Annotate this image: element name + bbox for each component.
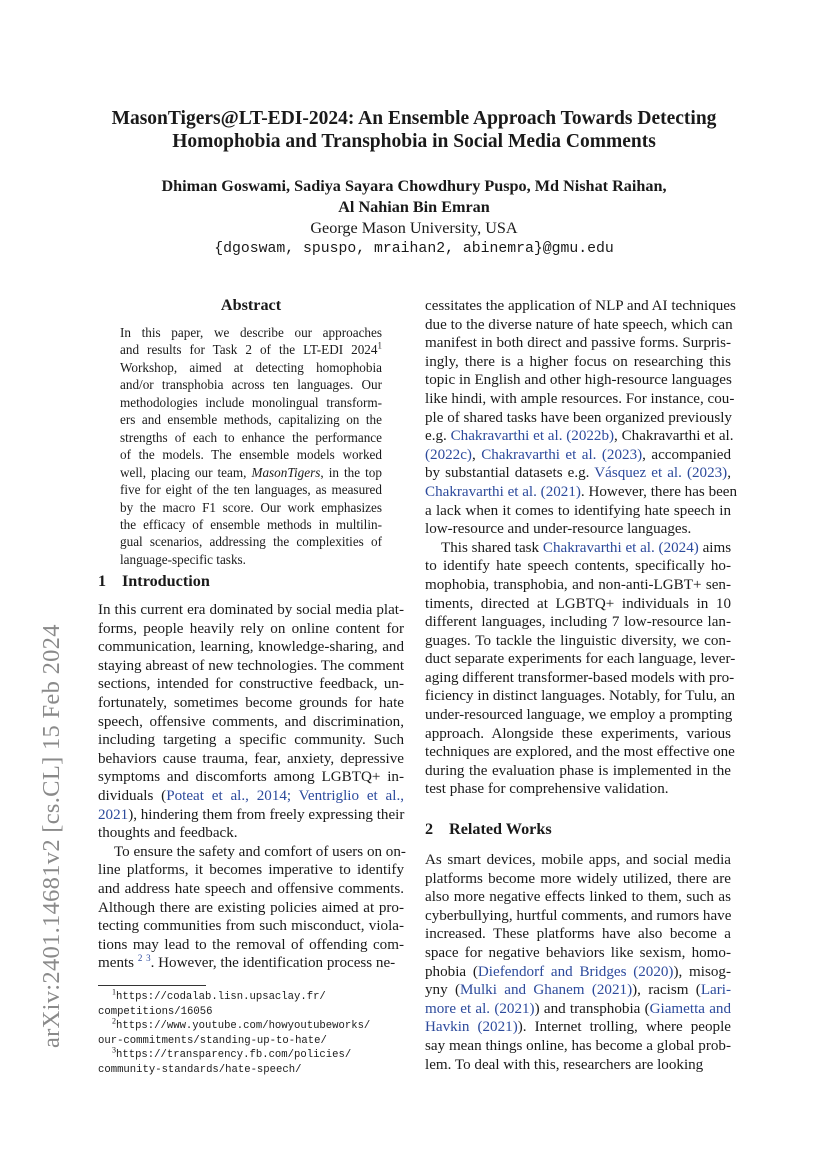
abstract-heading: Abstract [220, 296, 282, 314]
abstract-line [120, 376, 382, 393]
footnote-url-line-2: community-standards/hate-speech/ [98, 1063, 302, 1076]
paper-title [96, 107, 732, 153]
citation-link[interactable]: Chakravarthi et al. (2022b) [450, 428, 615, 445]
citation-link[interactable]: Chakravarthi et al. (2023) [481, 446, 643, 463]
right-col-line: increased. These platforms have also become a [425, 926, 731, 943]
right-col-line: This shared task Chakravarthi et al. (2024) aims [441, 539, 732, 556]
citation-link[interactable]: Poteat et al., 2014; Ventriglio et al., [166, 787, 404, 804]
abstract-line-text: language-specific tasks. [120, 551, 246, 567]
abstract-line [120, 551, 382, 568]
citation-link[interactable]: more et al. (2021) [425, 1000, 535, 1017]
abstract-line [120, 464, 382, 481]
footnote-marker[interactable]: 2 [137, 953, 143, 964]
abstract-line [120, 499, 382, 516]
left-column-body [98, 601, 404, 973]
right-col-line: yny (Mulki and Ghanem (2021)), racism (Lari- [425, 982, 731, 999]
left-col-line: line platforms, it becomes imperative to identify [98, 862, 404, 879]
abstract-line [120, 429, 382, 446]
left-col-line: In this current era dominated by social media plat- [98, 602, 404, 618]
right-col-line: mophobia, transphobia, and non-anti-LGBT+ sen- [425, 576, 731, 593]
right-col-line: ficiency in distinct languages. Notably, for Tulu, an [425, 688, 736, 705]
left-col-line: staying abreast of new technologies. The comment [98, 657, 405, 674]
right-col-line: during the evaluation phase is implemented in the [425, 762, 731, 779]
footnote-number: 2 [112, 1016, 116, 1026]
right-col-line: (2022c), Chakravarthi et al. (2023), accompanied [425, 446, 732, 463]
footnote-url: https://transparency.fb.com/policies/ [116, 1049, 352, 1062]
right-col-line: cyberbullying, hurtful comments, and rumors have [425, 907, 732, 924]
right-col-line: ple of shared tasks have been organized previously [425, 409, 732, 426]
left-col-line: tecting communities from such misconduct, viola- [98, 918, 404, 935]
abstract-line-text: the efficacy of ensemble methods in multilin- [120, 516, 382, 532]
title-line-2: Homophobia and Transphobia in Social Media Comments [172, 131, 656, 152]
left-col-line: speech, offensive comments, and discrimination, [98, 713, 404, 730]
left-col-line: sections, intended for constructive feedback, un- [98, 676, 404, 693]
abstract-line [120, 411, 382, 428]
abstract-line-text: well, placing our team, MasonTigers, in the top [120, 464, 382, 480]
author-names-line-2: Al Nahian Bin Emran [338, 198, 490, 216]
right-col-line: manifest in both direct and passive forms. Surpris- [425, 335, 731, 352]
right-col-line: duct separate experiments for each language, lever- [425, 651, 736, 668]
related-works-body [425, 851, 731, 1074]
abstract-line [120, 359, 382, 376]
right-col-line: by substantial datasets e.g. Vásquez et al. (2023), [425, 465, 731, 482]
abstract-line-text: and/or transphobia across ten languages. Our [120, 377, 382, 393]
right-col-line: timents, directed at LGBTQ+ individuals in 10 [425, 595, 731, 612]
right-col-line: say mean things online, has become a global prob- [425, 1037, 731, 1054]
abstract-body [120, 324, 382, 568]
section-title: Related Works [449, 820, 552, 838]
abstract-line [120, 324, 382, 341]
abstract-line-text: of the models. The ensemble models worked [120, 447, 382, 463]
abstract-line-text: Workshop, aimed at detecting homophobia [120, 359, 382, 375]
abstract-line-text: and results for Task 2 of the LT-EDI 2024 [120, 342, 378, 358]
footnote-number: 1 [112, 987, 116, 997]
author-emails: {dgoswam, spuspo, mraihan2, abinemra}@gmu.edu [214, 241, 614, 257]
right-col-line: more et al. (2021)) and transphobia (Giametta and [425, 1000, 732, 1017]
section-number: 2 [425, 820, 434, 838]
abstract-line [120, 533, 382, 550]
title-line-1 [96, 107, 732, 130]
right-col-line: Chakravarthi et al. (2021). However, there has been [425, 483, 738, 500]
footnote-number: 3 [112, 1045, 116, 1055]
citation-link[interactable]: Vásquez et al. (2023) [594, 465, 728, 482]
citation-link[interactable]: Mulki and Ghanem (2021) [460, 982, 633, 999]
section-title: Introduction [122, 572, 210, 590]
left-col-line: including targeting a specific community. Such [98, 732, 404, 749]
left-col-line: dividuals (Poteat et al., 2014; Ventriglio et al., [98, 787, 404, 804]
left-col-line: symptoms and discomforts among LGBTQ+ in- [98, 769, 404, 786]
right-col-line: techniques are explored, and the most effective one [425, 744, 735, 761]
citation-link[interactable]: Lari- [700, 982, 731, 999]
abstract-line [120, 394, 382, 411]
right-col-line: a lack when it comes to identifying hate speech in [425, 502, 731, 519]
right-col-line: like hindi, with ample resources. For instance, cou- [425, 390, 735, 407]
left-col-line: communication, learning, knowledge-sharing, and [98, 639, 404, 656]
citation-link[interactable]: 2021 [98, 806, 129, 823]
citation-link[interactable]: Havkin (2021) [425, 1019, 518, 1036]
author-block [96, 176, 732, 260]
affiliation: George Mason University, USA [310, 219, 518, 237]
left-col-line: Although there are existing policies aimed at pro- [98, 899, 404, 916]
right-col-line: aging different transformer-based models with pro- [425, 669, 735, 686]
footnote-url-line-1 [98, 987, 404, 1005]
right-col-line: cessitates the application of NLP and AI techniques [425, 298, 736, 314]
right-col-line: approach. Alongside these experiments, various [425, 725, 731, 742]
abstract-line-text: strengths of each to enhance the performance [120, 429, 382, 445]
left-col-line: thoughts and feedback. [98, 825, 238, 842]
author-names-line-1: Dhiman Goswami, Sadiya Sayara Chowdhury Puspo, Md Nishat Raihan, [161, 177, 667, 195]
right-col-line: to identify hate speech contents, specifically ho- [425, 558, 731, 575]
right-col-line: space for negative behaviors like sexism, homo- [425, 944, 731, 961]
title-line-1-text: MasonTigers@LT-EDI-2024: An Ensemble Approach Towards Detecting [111, 108, 717, 129]
abstract-line [120, 516, 382, 533]
section-number: 1 [98, 572, 107, 590]
citation-link[interactable]: Giametta and [649, 1000, 732, 1017]
right-col-line: also more negative effects linked to them, such as [425, 889, 731, 906]
right-column-body [425, 297, 738, 799]
right-col-line: topic in English and other high-resource languages [425, 372, 732, 389]
footnote-marker[interactable]: 3 [146, 953, 151, 964]
right-col-line: different languages, including 7 low-resource lan- [425, 614, 731, 631]
right-col-line: low-resource and under-resource languages. [425, 521, 692, 538]
right-col-line: e.g. Chakravarthi et al. (2022b), Chakravarthi et al. [425, 428, 734, 445]
abstract-line-text: five for eight of the ten languages, as measured [120, 482, 382, 498]
footnote-url-line-1 [98, 1045, 404, 1063]
footnote-url: https://codalab.lisn.upsaclay.fr/ [116, 991, 326, 1003]
arxiv-identifier: arXiv:2401.14681v2 [cs.CL] 15 Feb 2024 [38, 624, 65, 1048]
abstract-line-text: In this paper, we describe our approaches [120, 325, 382, 340]
footnote-url-line-1 [98, 1016, 404, 1034]
right-col-line: lem. To deal with this, researchers are looking [425, 1056, 704, 1073]
left-col-line: To ensure the safety and comfort of users on on- [114, 843, 406, 860]
abstract-line [120, 341, 382, 358]
left-col-line: and address hate speech and offensive comments. [98, 880, 404, 897]
footnote-marker: 1 [377, 341, 382, 352]
right-col-line: guages. To tackle the linguistic diversity, we con- [425, 632, 731, 649]
left-col-line: 2021), hindering them from freely expressing their [98, 806, 405, 823]
right-col-line: under-resourced language, we employ a prompting [425, 707, 733, 724]
abstract-line [120, 446, 382, 463]
abstract-line-text: ers and ensemble methods, capitalizing on the [120, 412, 382, 428]
section-heading-introduction [98, 572, 210, 591]
abstract-line-text: methodologies include monolingual transform- [120, 394, 382, 410]
citation-link[interactable]: (2022c) [425, 446, 472, 463]
right-col-line: due to the diverse nature of hate speech, which can [425, 316, 733, 333]
footnote-url-line-2: our-commitments/standing-up-to-hate/ [98, 1034, 327, 1047]
section-heading-related-works [425, 820, 552, 839]
abstract-line [120, 481, 382, 498]
citation-link[interactable]: Chakravarthi et al. (2021) [425, 483, 581, 500]
team-name: MasonTigers [251, 464, 321, 480]
left-col-line: behaviors cause trauma, fear, anxiety, depressive [98, 750, 404, 767]
footnote-url-line-2: competitions/16056 [98, 1005, 213, 1018]
left-col-line: ments $^2$ $^3$. However, the identification process ne- [98, 953, 396, 972]
left-col-line: fortunately, sometimes become grounds for hate [98, 694, 404, 711]
footnote-divider [98, 985, 206, 986]
footnote-url: https://www.youtube.com/howyoutubeworks/ [116, 1020, 371, 1033]
left-col-line: tions may lead to the removal of offending com- [98, 936, 404, 953]
right-col-line: platforms become more widely utilized, there are [425, 870, 731, 887]
right-col-line: test phase for comprehensive validation. [425, 781, 669, 798]
right-col-line: phobia (Diefendorf and Bridges (2020)), misog- [425, 963, 731, 980]
citation-link[interactable]: Chakravarthi et al. (2024) [542, 539, 699, 556]
citation-link[interactable]: Diefendorf and Bridges (2020) [477, 963, 674, 980]
right-col-line: Havkin (2021)). Internet trolling, where people [425, 1019, 731, 1036]
right-col-line: As smart devices, mobile apps, and social media [425, 852, 731, 868]
left-col-line: forms, people heavily rely on online content for [98, 620, 404, 637]
abstract-line-text: by the macro F1 score. Our work emphasizes [120, 499, 382, 515]
right-col-line: ingly, there is a higher focus on researching this [425, 353, 731, 370]
abstract-line-text: gual scenarios, addressing the complexities of [120, 534, 382, 550]
footnotes [98, 987, 404, 1078]
